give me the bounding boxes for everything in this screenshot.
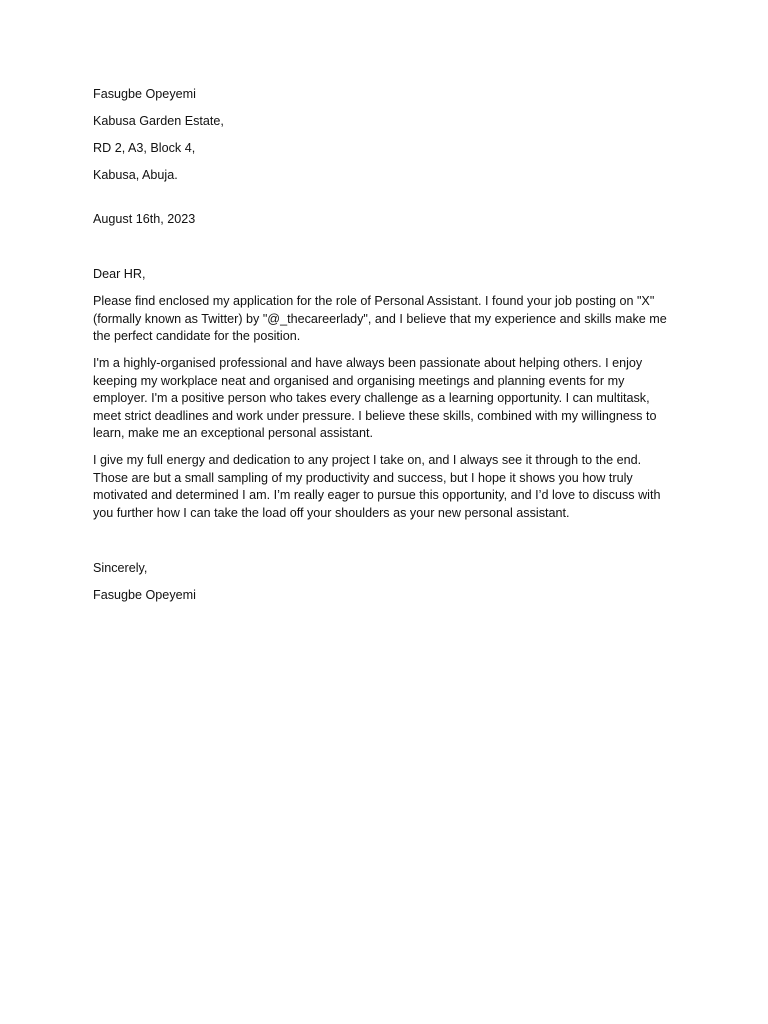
paragraph-1: Please find enclosed my application for the role of Personal Assistant. I found your job posting on "X" (formally known as Twitter) by "@_thecareerlady", and I believe that my experience and skills make me the perfect candidate for the position. [93, 294, 667, 344]
sender-address-line-2: RD 2, A3, Block 4, [93, 141, 196, 155]
signature: Fasugbe Opeyemi [93, 588, 196, 603]
sender-address-line-1: Kabusa Garden Estate, [93, 114, 224, 128]
salutation: Dear HR, [93, 266, 146, 281]
sender-name: Fasugbe Opeyemi [93, 87, 196, 101]
letter-body [93, 86, 678, 605]
letter-date: August 16th, 2023 [93, 212, 196, 227]
sender-address-line-3: Kabusa, Abuja. [93, 168, 178, 182]
paragraph-3: I give my full energy and dedication to any project I take on, and I always see it through to the end. Those are but a small sampling of my productivity and success, but I hope it shows you how truly motivated and determined I am. I’m really eager to pursue this opportunity, and I’d love to discuss with you further how I can take the load off your shoulders as your new personal assistant. [93, 453, 661, 520]
closing: Sincerely, [93, 561, 148, 576]
paragraph-2: I'm a highly-organised professional and have always been passionate about helping others. I enjoy keeping my workplace neat and organised and organising meetings and planning events for my employer. I'm a positive person who takes every challenge as a learning opportunity. I can multitask, meet strict deadlines and work under pressure. I believe these skills, combined with my willingness to learn, make me an exceptional personal assistant. [93, 356, 657, 441]
